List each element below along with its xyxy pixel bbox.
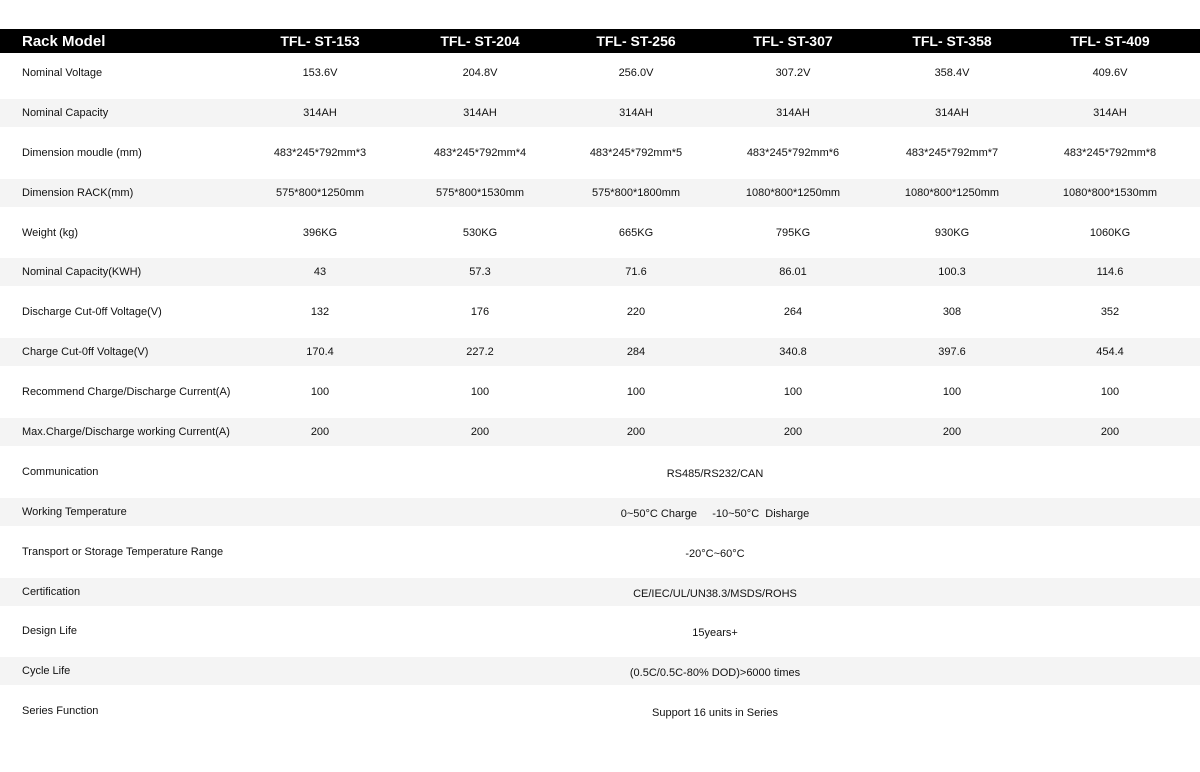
cell-value: 220	[626, 306, 646, 319]
model-header: TFL- ST-204	[440, 33, 520, 49]
cell-value: 176	[470, 306, 490, 319]
cell-value: 57.3	[469, 266, 491, 279]
cell-value: 575*800*1800mm	[591, 186, 681, 199]
cell-value: 340.8	[779, 346, 807, 359]
cell-value: 100	[626, 386, 646, 399]
row-label: Weight (kg)	[22, 226, 79, 239]
cell-value: 1080*800*1250mm	[904, 186, 1000, 199]
row-label: Recommend Charge/Discharge Current(A)	[22, 386, 231, 399]
cell-value: 284	[626, 346, 646, 359]
cell-value: 397.6	[938, 346, 966, 359]
cell-value: 200	[942, 425, 962, 438]
model-header: TFL- ST-256	[596, 33, 676, 49]
cell-value: 100	[1100, 386, 1120, 399]
table-row	[0, 691, 1200, 731]
row-label: Nominal Capacity(KWH)	[22, 266, 142, 279]
cell-value: 114.6	[1096, 266, 1124, 279]
row-label: Cycle Life	[22, 665, 71, 678]
table-row	[0, 492, 1200, 532]
row-label: Discharge Cut-0ff Voltage(V)	[22, 306, 162, 319]
cell-value: 100	[470, 386, 490, 399]
row-label: Dimension moudle (mm)	[22, 146, 142, 159]
cell-value: 204.8V	[462, 66, 498, 79]
row-label: Series Function	[22, 705, 99, 718]
table-row	[0, 372, 1200, 412]
table-row	[0, 611, 1200, 651]
cell-value: 200	[310, 425, 330, 438]
table-row	[0, 53, 1200, 93]
row-label: Design Life	[22, 625, 78, 638]
cell-value: 483*245*792mm*6	[746, 146, 840, 159]
cell-value: 1080*800*1250mm	[745, 186, 841, 199]
cell-value: 1080*800*1530mm	[1062, 186, 1158, 199]
spanning-value: -20°C~60°C	[685, 547, 745, 560]
table-row	[0, 532, 1200, 572]
table-header-row	[0, 29, 1200, 53]
cell-value: 930KG	[934, 226, 970, 239]
cell-value: 132	[310, 306, 330, 319]
table-body	[0, 53, 1200, 731]
table-row	[0, 412, 1200, 452]
spanning-value: CE/IEC/UL/UN38.3/MSDS/ROHS	[633, 587, 797, 600]
spanning-value: Support 16 units in Series	[652, 707, 778, 720]
table-row	[0, 213, 1200, 253]
table-row	[0, 332, 1200, 372]
cell-value: 256.0V	[618, 66, 654, 79]
cell-value: 483*245*792mm*7	[905, 146, 999, 159]
table-row	[0, 173, 1200, 213]
header-label: Rack Model	[22, 32, 106, 50]
cell-value: 665KG	[618, 226, 654, 239]
spanning-value: RS485/RS232/CAN	[666, 467, 764, 480]
row-label: Nominal Voltage	[22, 66, 103, 79]
cell-value: 100	[942, 386, 962, 399]
cell-value: 100.3	[938, 266, 966, 279]
cell-value: 264	[783, 306, 803, 319]
table-row	[0, 93, 1200, 133]
cell-value: 396KG	[302, 226, 338, 239]
cell-value: 200	[1100, 425, 1120, 438]
row-label: Working Temperature	[22, 505, 127, 518]
table-row	[0, 452, 1200, 492]
cell-value: 483*245*792mm*8	[1063, 146, 1157, 159]
model-header: TFL- ST-307	[753, 33, 833, 49]
row-label: Dimension RACK(mm)	[22, 186, 134, 199]
row-label: Nominal Capacity	[22, 106, 109, 119]
spanning-value: 0~50°C Charge -10~50°C Disharge	[620, 507, 810, 520]
table-row	[0, 651, 1200, 691]
cell-value: 153.6V	[302, 66, 338, 79]
row-label: Transport or Storage Temperature Range	[22, 545, 224, 558]
cell-value: 530KG	[462, 226, 498, 239]
cell-value: 483*245*792mm*3	[273, 146, 367, 159]
cell-value: 483*245*792mm*4	[433, 146, 527, 159]
cell-value: 575*800*1530mm	[435, 186, 525, 199]
table-row	[0, 133, 1200, 173]
row-label: Charge Cut-0ff Voltage(V)	[22, 346, 149, 359]
cell-value: 409.6V	[1092, 66, 1128, 79]
cell-value: 1060KG	[1089, 226, 1131, 239]
cell-value: 100	[310, 386, 330, 399]
cell-value: 71.6	[625, 266, 647, 279]
cell-value: 200	[470, 425, 490, 438]
spanning-value: (0.5C/0.5C-80% DOD)>6000 times	[629, 667, 801, 680]
cell-value: 358.4V	[934, 66, 970, 79]
cell-value: 86.01	[779, 266, 807, 279]
cell-value: 314AH	[619, 106, 653, 119]
row-label: Certification	[22, 585, 81, 598]
cell-value: 200	[626, 425, 646, 438]
cell-value: 314AH	[935, 106, 969, 119]
cell-value: 575*800*1250mm	[275, 186, 365, 199]
cell-value: 227.2	[466, 346, 494, 359]
cell-value: 352	[1100, 306, 1120, 319]
table-row	[0, 572, 1200, 612]
cell-value: 200	[783, 425, 803, 438]
cell-value: 43	[313, 266, 327, 279]
cell-value: 795KG	[775, 226, 811, 239]
model-header: TFL- ST-409	[1070, 33, 1150, 49]
spanning-value: 15years+	[692, 627, 738, 640]
cell-value: 308	[942, 306, 962, 319]
cell-value: 483*245*792mm*5	[589, 146, 683, 159]
spec-table	[0, 29, 1200, 731]
table-row	[0, 252, 1200, 292]
row-label: Max.Charge/Discharge working Current(A)	[22, 425, 230, 438]
model-header: TFL- ST-153	[280, 33, 360, 49]
cell-value: 307.2V	[775, 66, 811, 79]
model-header: TFL- ST-358	[912, 33, 992, 49]
cell-value: 314AH	[1093, 106, 1127, 119]
cell-value: 314AH	[303, 106, 337, 119]
cell-value: 314AH	[463, 106, 497, 119]
cell-value: 454.4	[1096, 346, 1124, 359]
table-row	[0, 292, 1200, 332]
cell-value: 170.4	[306, 346, 334, 359]
row-label: Communication	[22, 465, 99, 478]
cell-value: 314AH	[776, 106, 810, 119]
cell-value: 100	[783, 386, 803, 399]
